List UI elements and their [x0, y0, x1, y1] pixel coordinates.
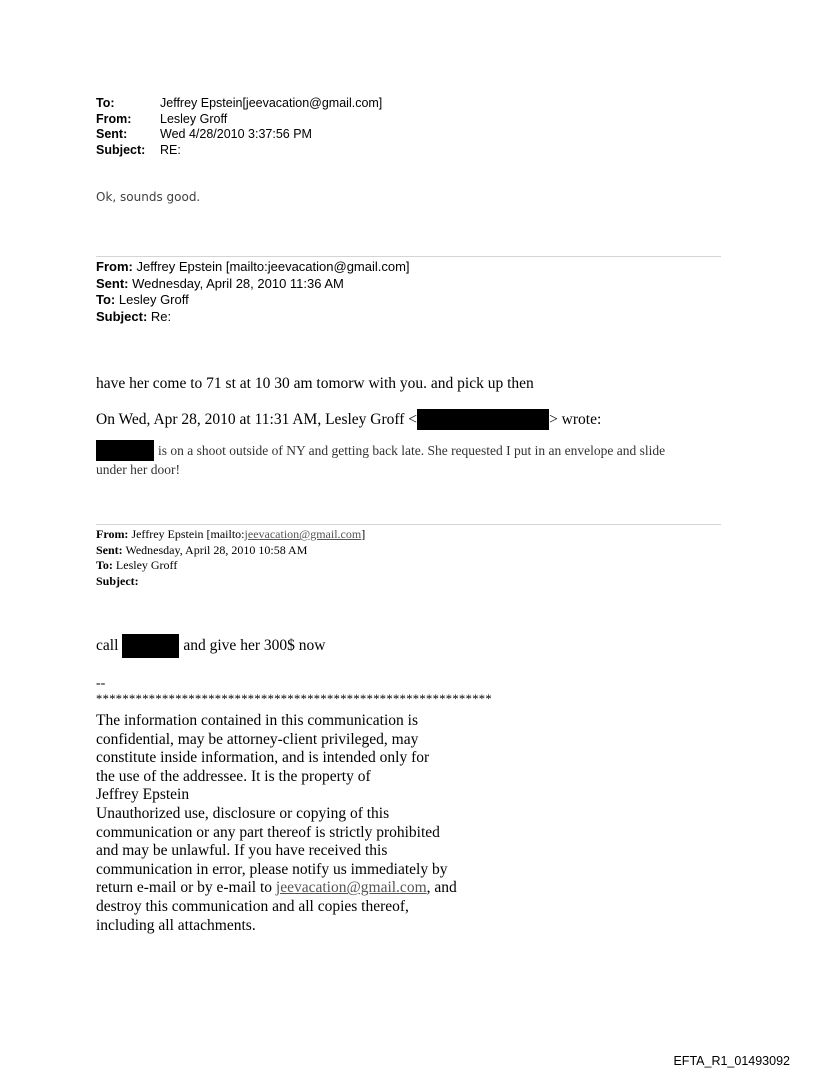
message-body: [96, 634, 325, 658]
to-label: To:: [96, 558, 113, 572]
divider: [96, 524, 721, 525]
to-label: To:: [96, 292, 116, 307]
disclaimer-line: destroy this communication and all copies thereof,: [96, 897, 409, 915]
quoted-line: is on a shoot outside of NY and getting back late. She requested I put in an envelope and slide: [158, 443, 666, 458]
sent-value: Wed 4/28/2010 3:37:56 PM: [160, 127, 312, 141]
redaction-block: [96, 440, 154, 461]
to-row: [96, 96, 382, 112]
from-value: Lesley Groff: [160, 111, 228, 126]
subject-label: Subject:: [96, 142, 146, 157]
disclaimer-line: confidential, may be attorney-client privileged, may: [96, 730, 419, 748]
quoted-header-1: [96, 259, 410, 325]
from-row: [96, 112, 382, 128]
to-label: To:: [96, 96, 115, 110]
from-label: From:: [96, 527, 129, 541]
body-text: call: [96, 637, 119, 654]
disclaimer-line: The information contained in this communication is: [96, 712, 418, 729]
quote-intro: [96, 409, 601, 430]
from-label: From:: [96, 259, 133, 274]
disclaimer-line: the use of the addressee. It is the property of: [96, 767, 371, 785]
disclaimer-line: Jeffrey Epstein: [96, 786, 190, 804]
email-link[interactable]: jeevacation@gmail.com: [275, 879, 427, 897]
signature-stars: ************************************************************: [96, 692, 492, 706]
subject-value: RE:: [160, 142, 181, 157]
message-body: have her come to 71 st at 10 30 am tomorw with you. and pick up then: [96, 375, 534, 392]
redaction-block: [417, 409, 549, 430]
to-value: Lesley Groff: [115, 558, 178, 572]
from-value-end: ]: [361, 527, 366, 541]
subject-label: Subject:: [96, 308, 148, 324]
disclaimer-line: Unauthorized use, disclosure or copying of this: [96, 804, 390, 822]
sent-label: Sent:: [96, 542, 123, 557]
quoted-header-2: [96, 527, 365, 589]
to-value: Jeffrey Epstein[jeevacation@gmail.com]: [160, 96, 383, 110]
sent-label: Sent:: [96, 127, 128, 141]
disclaimer-text: return e-mail or by e-mail to: [96, 879, 276, 897]
email-header: [96, 96, 382, 158]
sent-row: [96, 127, 382, 143]
from-value: Jeffrey Epstein [mailto:: [131, 527, 245, 541]
quoted-line: under her door!: [96, 462, 180, 477]
quote-intro-text: On Wed, Apr 28, 2010 at 11:31 AM, Lesley Groff <: [96, 410, 418, 428]
disclaimer-line: and may be unlawful. If you have received this: [96, 842, 388, 860]
disclaimer-line: communication or any part thereof is strictly prohibited: [96, 823, 440, 841]
subject-value: Re:: [150, 308, 172, 324]
quoted-text: [96, 440, 726, 478]
to-value: Lesley Groff: [118, 292, 189, 307]
from-value: Jeffrey Epstein [mailto:jeevacation@gmail.com]: [136, 259, 410, 274]
disclaimer: [96, 712, 457, 935]
divider: [96, 256, 721, 257]
sent-label: Sent:: [96, 275, 129, 291]
sent-value: Wednesday, April 28, 2010 10:58 AM: [125, 542, 308, 557]
subject-label: Subject:: [96, 573, 139, 588]
quote-intro-end: > wrote:: [549, 410, 602, 428]
disclaimer-line: [96, 879, 457, 898]
from-label: From:: [96, 111, 132, 126]
body-text: and give her 300$ now: [183, 637, 326, 654]
disclaimer-line: constitute inside information, and is intended only for: [96, 749, 430, 767]
signature-dash: --: [96, 676, 106, 691]
disclaimer-text: , and: [426, 879, 457, 897]
document-id: EFTA_R1_01493092: [673, 1054, 790, 1068]
email-link[interactable]: jeevacation@gmail.com: [244, 527, 362, 541]
disclaimer-line: communication in error, please notify us immediately by: [96, 860, 448, 878]
reply-text: Ok, sounds good.: [96, 190, 201, 204]
disclaimer-line: including all attachments.: [96, 916, 256, 934]
subject-row: [96, 143, 382, 159]
redaction-block: [122, 634, 179, 658]
sent-value: Wednesday, April 28, 2010 11:36 AM: [132, 275, 344, 291]
